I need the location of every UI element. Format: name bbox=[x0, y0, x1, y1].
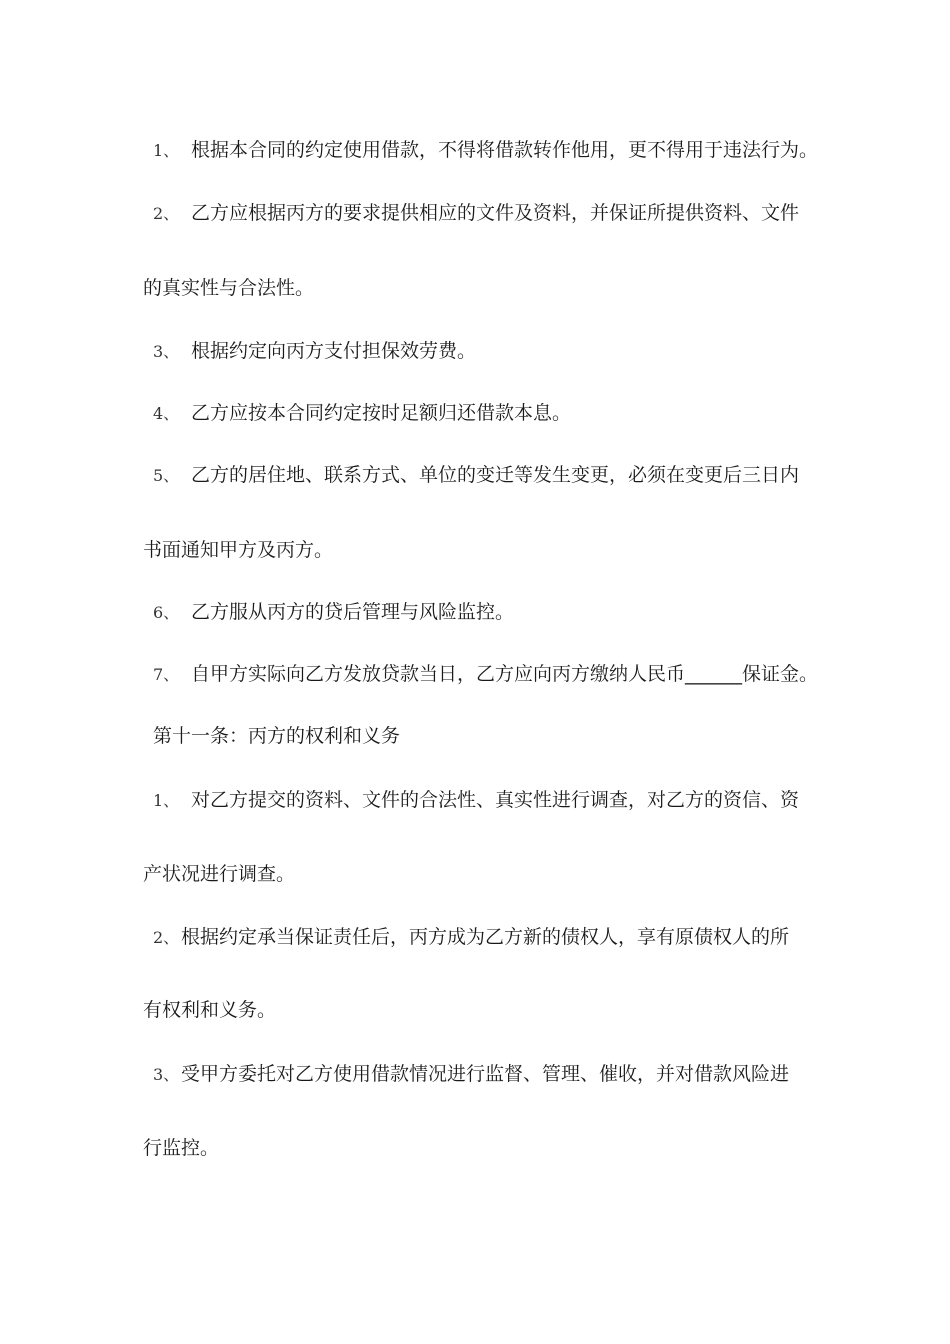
item-text: 乙方应按本合同约定按时足额归还借款本息。 bbox=[191, 402, 572, 424]
obligation-item-5 bbox=[153, 463, 799, 488]
item-text: 根据约定承当保证责任后，丙方成为乙方新的债权人，享有原债权人的所 bbox=[181, 926, 790, 948]
rights-item-2-continuation: 有权利和义务。 bbox=[143, 999, 277, 1021]
rights-item-1-continuation: 产状况进行调查。 bbox=[143, 863, 296, 885]
rights-item-3-continuation: 行监控。 bbox=[143, 1137, 220, 1159]
item-number: 2、 bbox=[153, 928, 180, 947]
obligation-item-4 bbox=[153, 401, 571, 426]
item-text: 受甲方委托对乙方使用借款情况进行监督、管理、催收，并对借款风险进 bbox=[181, 1063, 790, 1085]
section-heading: 第十一条：丙方的权利和义务 bbox=[153, 725, 401, 747]
item-number: 6、 bbox=[153, 603, 180, 622]
rights-item-2 bbox=[153, 925, 789, 950]
rights-item-1 bbox=[153, 788, 799, 813]
item-text: 自甲方实际向乙方发放贷款当日，乙方应向丙方缴纳人民币______保证金。 bbox=[191, 663, 819, 685]
obligation-item-3 bbox=[153, 339, 476, 364]
item-number: 7、 bbox=[153, 665, 180, 684]
item-text: 根据本合同的约定使用借款，不得将借款转作他用，更不得用于违法行为。 bbox=[191, 139, 819, 161]
obligation-item-1 bbox=[153, 138, 818, 163]
item-number: 1、 bbox=[153, 141, 180, 160]
item-number: 5、 bbox=[153, 466, 180, 485]
item-text: 对乙方提交的资料、文件的合法性、真实性进行调查，对乙方的资信、资 bbox=[191, 789, 800, 811]
item-text: 根据约定向丙方支付担保效劳费。 bbox=[191, 340, 477, 362]
item-number: 1、 bbox=[153, 791, 180, 810]
item-number: 4、 bbox=[153, 404, 180, 423]
obligation-item-2 bbox=[153, 201, 799, 226]
rights-item-3 bbox=[153, 1062, 789, 1087]
item-text: 乙方服从丙方的贷后管理与风险监控。 bbox=[191, 601, 515, 623]
obligation-item-2-continuation: 的真实性与合法性。 bbox=[143, 277, 315, 299]
obligation-item-5-continuation: 书面通知甲方及丙方。 bbox=[143, 539, 334, 561]
obligation-item-7 bbox=[153, 662, 818, 687]
item-text: 乙方的居住地、联系方式、单位的变迁等发生变更，必须在变更后三日内 bbox=[191, 464, 800, 486]
item-number: 3、 bbox=[153, 1065, 180, 1084]
item-number: 3、 bbox=[153, 342, 180, 361]
item-number: 2、 bbox=[153, 204, 180, 223]
obligation-item-6 bbox=[153, 600, 514, 625]
item-text: 乙方应根据丙方的要求提供相应的文件及资料，并保证所提供资料、文件 bbox=[191, 202, 800, 224]
